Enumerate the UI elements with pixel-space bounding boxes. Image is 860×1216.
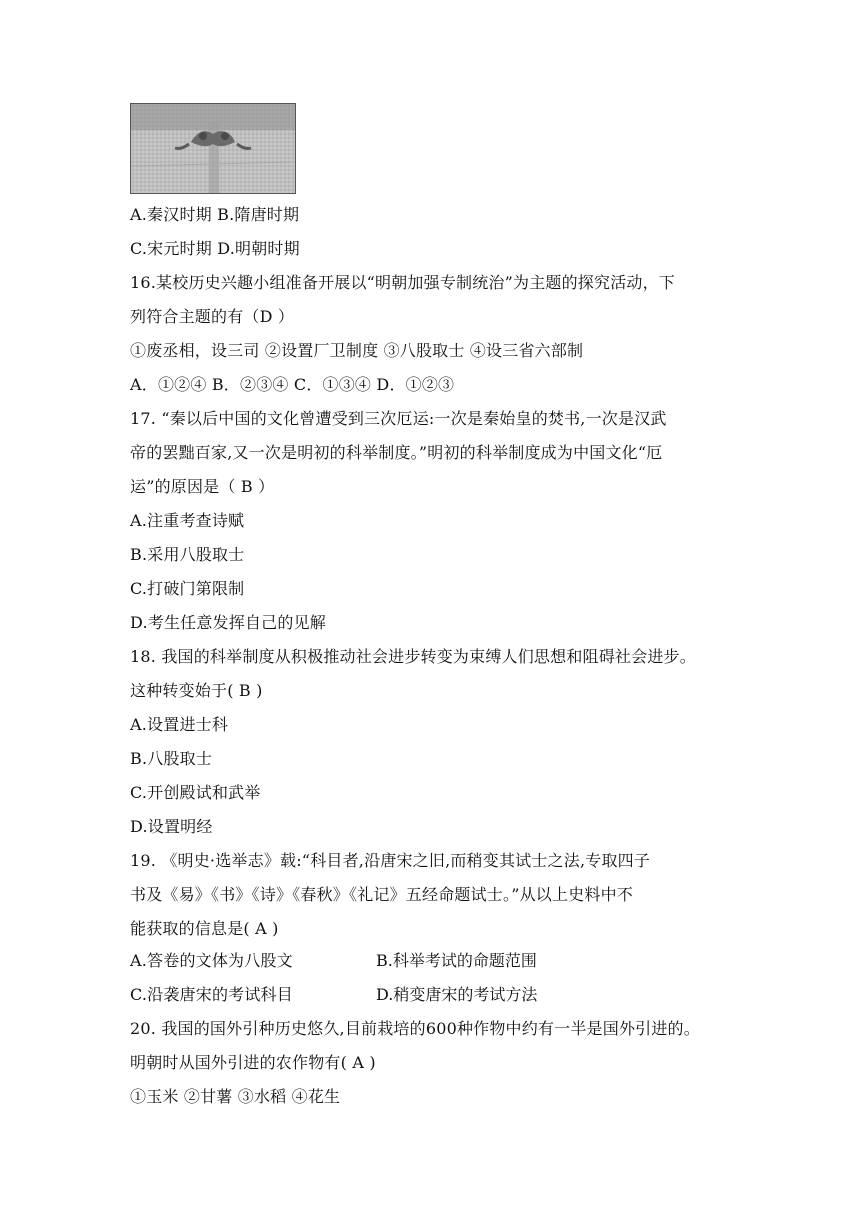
- q17-stem-line1: 17. “秦以后中国的文化曾遭受到三次厄运:一次是秦始皇的焚书,一次是汉武: [130, 409, 667, 428]
- q18-stem-line1: 18. 我国的科举制度从积极推动社会进步转变为束缚人们思想和阻碍社会进步。: [130, 647, 696, 666]
- q19-stem-line2: 书及《易》《书》《诗》《春秋》《礼记》五经命题试士。”从以上史料中不: [130, 885, 633, 904]
- q20-items: ①玉米 ②甘薯 ③水稻 ④花生: [130, 1087, 341, 1106]
- q16-options: A．①②④ B．②③④ C．①③④ D．①②③: [130, 375, 455, 394]
- q18-option-d: D.设置明经: [130, 817, 213, 836]
- q18-stem-line2: 这种转变始于( B ): [130, 681, 263, 700]
- q17-option-b: B.采用八股取士: [130, 545, 245, 564]
- q17-option-a: A.注重考查诗赋: [130, 511, 245, 530]
- q17-option-d: D.考生任意发挥自己的见解: [130, 613, 326, 632]
- knot-buttons-image: [131, 104, 295, 193]
- q19-option-d: D.稍变唐宋的考试方法: [376, 985, 538, 1004]
- q20-stem-line2: 明朝时从国外引进的农作物有( A ): [130, 1053, 376, 1072]
- clothing-buttons-photo: [130, 103, 296, 194]
- q19-stem-line3: 能获取的信息是( A ): [130, 919, 279, 938]
- q15-options-line2: C.宋元时期 D.明朝时期: [130, 239, 300, 258]
- q16-items: ①废丞相，设三司 ②设置厂卫制度 ③八股取士 ④设三省六部制: [130, 341, 584, 360]
- q17-stem-line2: 帝的罢黜百家,又一次是明初的科举制度。”明初的科举制度成为中国文化“厄: [130, 443, 663, 462]
- q16-stem-line2: 列符合主题的有（D ）: [130, 307, 295, 326]
- q20-stem-line1: 20. 我国的国外引种历史悠久,目前栽培的600种作物中约有一半是国外引进的。: [130, 1019, 700, 1038]
- q17-option-c: C.打破门第限制: [130, 579, 245, 598]
- q15-options-line1: A.秦汉时期 B.隋唐时期: [130, 205, 300, 224]
- q19-option-a: A.答卷的文体为八股文: [130, 951, 293, 970]
- q18-option-c: C.开创殿试和武举: [130, 783, 261, 802]
- q19-stem-line1: 19. 《明史·选举志》载:“科目者,沿唐宋之旧,而稍变其试士之法,专取四子: [130, 851, 651, 870]
- q19-option-c: C.沿袭唐宋的考试科目: [130, 985, 293, 1004]
- q16-stem-line1: 16.某校历史兴趣小组准备开展以“明朝加强专制统治”为主题的探究活动，下: [130, 273, 676, 292]
- q18-option-a: A.设置进士科: [130, 715, 229, 734]
- q17-stem-line3: 运”的原因是（ B ）: [130, 477, 275, 496]
- q18-option-b: B.八股取士: [130, 749, 213, 768]
- q19-option-b: B.科举考试的命题范围: [376, 951, 537, 970]
